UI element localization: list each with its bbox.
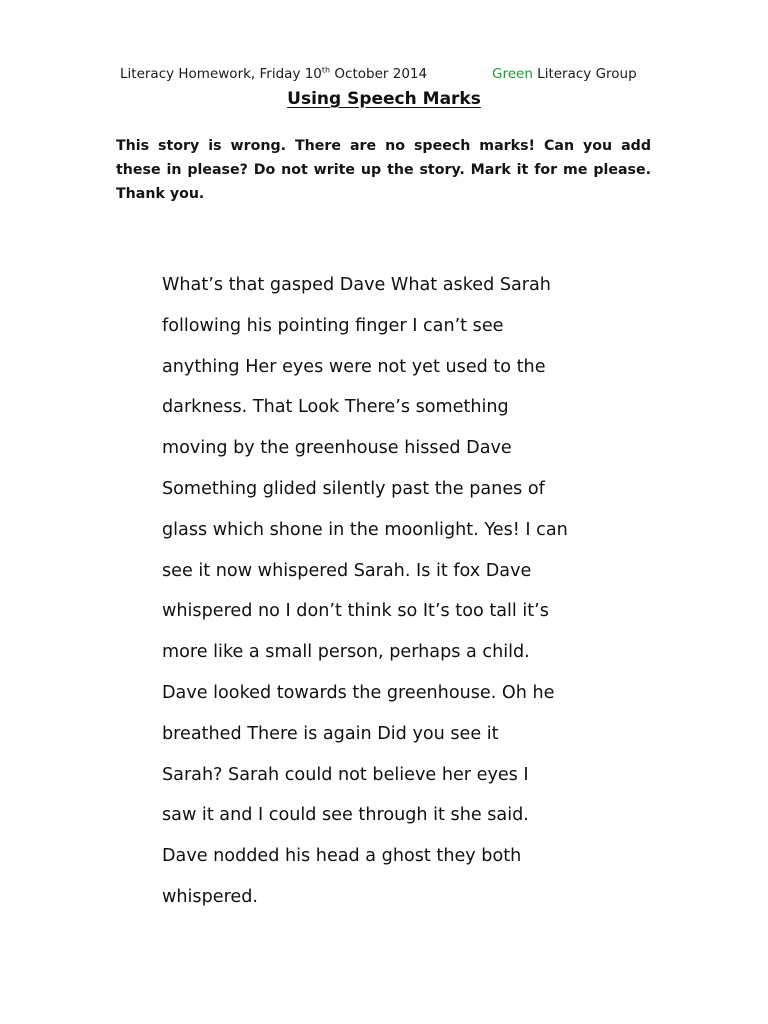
group-rest: Literacy Group	[532, 66, 637, 82]
story-line: see it now whispered Sarah. Is it fox Dave	[162, 560, 532, 581]
instructions-paragraph: This story is wrong. There are no speech marks! Can you add these in please? Do not write up the story. Mark it for me please. Thank you.	[116, 138, 651, 202]
date-superscript: th	[321, 65, 331, 75]
story-line: saw it and I could see through it she said.	[162, 805, 529, 826]
story-line: Dave nodded his head a ghost they both	[162, 846, 522, 867]
literacy-group-label	[492, 66, 637, 82]
story-line: darkness. That Look There’s something	[162, 397, 509, 418]
group-color-word: Green	[492, 66, 533, 82]
story-line: Something glided silently past the panes of	[162, 478, 545, 499]
story-line: whispered.	[162, 886, 259, 907]
story-line: moving by the greenhouse hissed Dave	[162, 438, 512, 459]
homework-suffix: October 2014	[330, 66, 428, 82]
homework-date-label	[120, 66, 427, 82]
story-line: glass which shone in the moonlight. Yes! I can	[162, 519, 568, 540]
story-line: following his pointing finger I can’t see	[162, 315, 504, 336]
story-line: Dave looked towards the greenhouse. Oh he	[162, 682, 555, 703]
story-line: breathed There is again Did you see it	[162, 723, 499, 744]
homework-prefix: Literacy Homework, Friday 10	[120, 66, 322, 82]
story-line: anything Her eyes were not yet used to the	[162, 356, 546, 377]
story-line: more like a small person, perhaps a child.	[162, 642, 530, 663]
story-line: whispered no I don’t think so It’s too tall it’s	[162, 601, 549, 622]
page-title: Using Speech Marks	[287, 89, 481, 109]
story-text	[162, 269, 632, 922]
story-line: Sarah? Sarah could not believe her eyes I	[162, 764, 529, 785]
story-line: What’s that gasped Dave What asked Sarah	[162, 275, 551, 295]
